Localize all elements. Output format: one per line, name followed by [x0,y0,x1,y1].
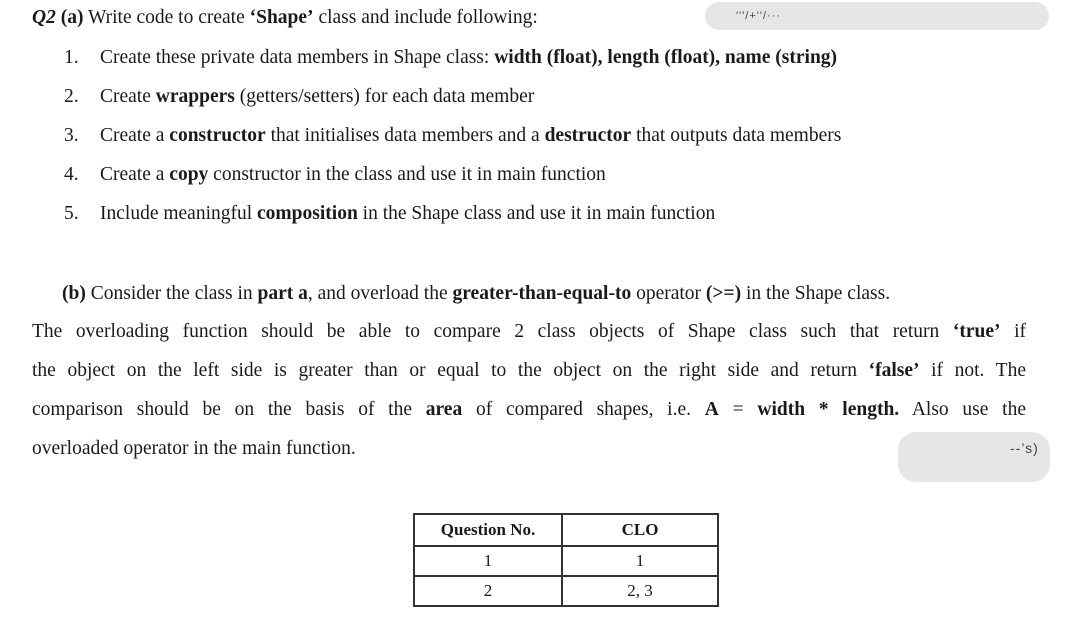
question-label: Q2 [32,7,56,28]
cell-question-no: 2 [414,576,562,606]
part-b-bold-text: (>=) [705,283,742,304]
part-b-text: if [1000,321,1026,342]
item-text: Create a [100,125,170,146]
item-text: Create a [100,164,170,185]
part-b-bold-text: ‘false’ [868,360,920,381]
item-bold-text: constructor [169,125,266,146]
part-b-text: in the Shape class. [741,283,891,304]
item-number: 5. [64,203,79,224]
cell-clo: 2, 3 [562,576,718,606]
part-b-text: of compared shapes, i.e. [462,399,705,420]
part-b-text: The overloading function should be able to compare 2 class objects of Shape class such that return [32,321,953,342]
item-text: Create [100,86,156,107]
part-a-intro: Write code to create [88,7,250,28]
part-b-bold-text: ‘true’ [952,321,1001,342]
part-b-line [62,283,890,305]
part-b-text: overloaded operator in the main function. [32,438,356,459]
part-b-line [32,438,356,460]
part-b-text: Consider the class in [85,283,258,304]
item-number: 4. [64,164,79,185]
item-text: Include meaningful [100,203,258,224]
part-b-bold-text: area [425,399,463,420]
part-b-line [32,399,1026,421]
redaction-residue-top: '''/+''/··· [736,10,782,22]
table-header-row [414,514,718,546]
item-text: that initialises data members and a [265,125,545,146]
item-bold-text: wrappers [155,86,235,107]
header-question-no: Question No. [414,514,562,546]
table-row [414,576,718,606]
item-text: in the Shape class and use it in main function [357,203,716,224]
cell-clo: 1 [562,546,718,576]
item-bold-text: copy [169,164,209,185]
part-b-text: Also use the [899,399,1026,420]
item-number: 2. [64,86,79,107]
list-item [64,47,837,69]
part-a-intro-end: class and include following: [313,7,538,28]
part-a-label: (a) [60,7,84,28]
item-bold-text: composition [257,203,358,224]
part-b-text: , and overload the [307,283,453,304]
clo-table [413,513,719,607]
table-row [414,546,718,576]
part-b-bold-text: width * length. [757,399,900,420]
list-item [64,203,715,225]
list-item [64,125,841,147]
part-b-text: = [718,399,758,420]
item-number: 3. [64,125,79,146]
part-b-text: operator [631,283,706,304]
item-number: 1. [64,47,79,68]
list-item [64,86,534,108]
part-b-line [32,360,1026,382]
redaction-residue-bottom: --’s) [1010,440,1039,456]
item-bold-text: width (float), length (float), name (string) [494,47,838,68]
part-b-line [32,321,1026,343]
item-text: that outputs data members [631,125,842,146]
item-text: constructor in the class and use it in main function [208,164,606,185]
part-b-bold-text: greater-than-equal-to [452,283,632,304]
part-b-text: comparison should be on the basis of the [32,399,426,420]
item-text: Create these private data members in Shape class: [100,47,495,68]
part-b-text: the object on the left side is greater than or equal to the object on the right side and return [32,360,869,381]
part-a-heading [32,7,538,29]
item-bold-text: destructor [544,125,632,146]
part-b-bold-text: A [704,399,719,420]
part-b-text: if not. The [919,360,1026,381]
part-b-bold-text: part a [257,283,308,304]
cell-question-no: 1 [414,546,562,576]
part-a-class-name: ‘Shape’ [249,7,314,28]
item-text: (getters/setters) for each data member [234,86,535,107]
header-clo: CLO [562,514,718,546]
part-b-label: (b) [62,283,86,304]
list-item [64,164,606,186]
